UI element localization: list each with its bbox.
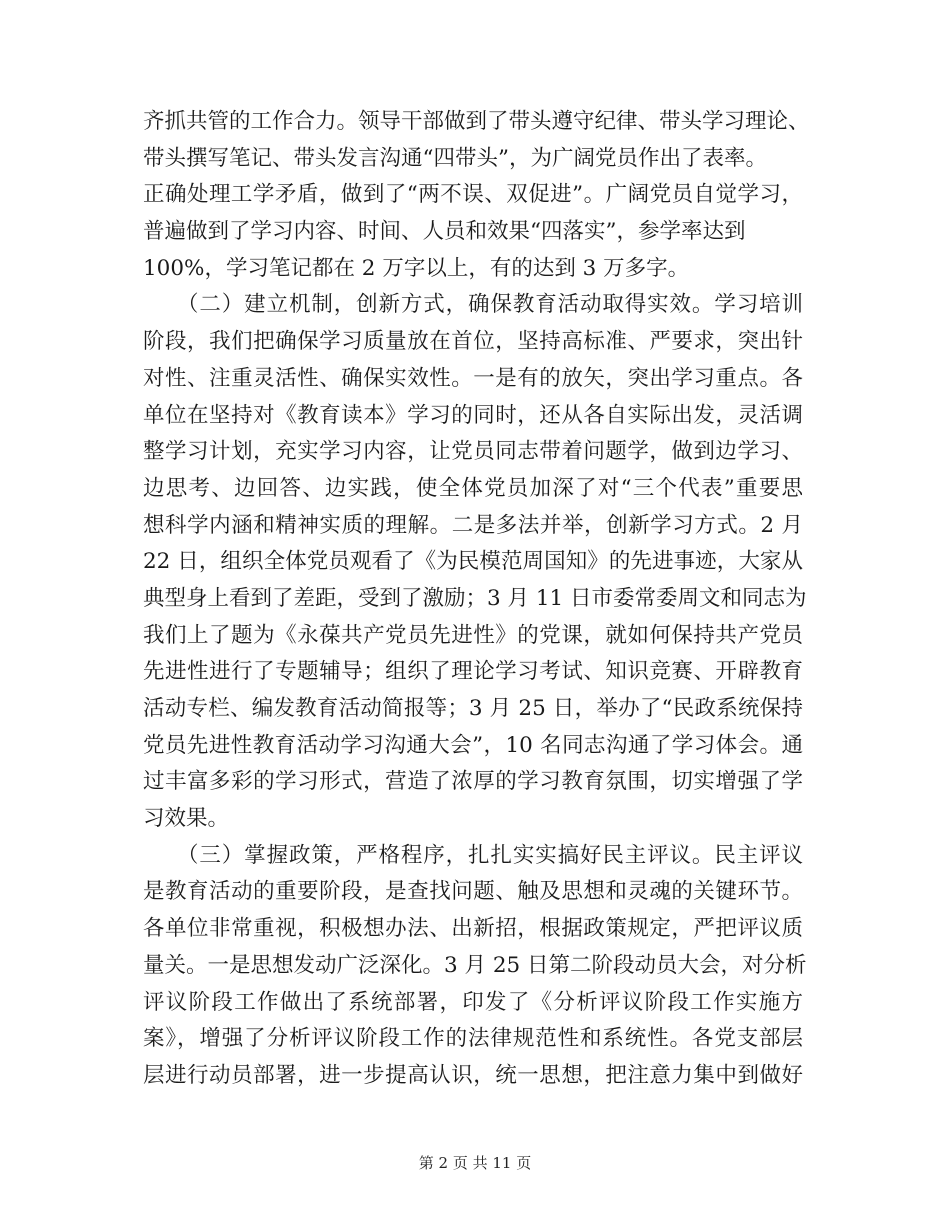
text-line: 量关。一是思想发动广泛深化。3 月 25 日第二阶段动员大会，对分析	[143, 952, 807, 978]
text-line: 层进行动员部署，进一步提高认识，统一思想，把注意力集中到做好	[143, 1062, 803, 1088]
text-line: （三）掌握政策，严格程序，扎扎实实搞好民主评议。民主评议	[143, 842, 803, 868]
text-line: 边思考、边回答、边实践，使全体党员加深了对“三个代表”重要思	[143, 475, 803, 501]
text-line: 典型身上看到了差距，受到了激励；3 月 11 日市委常委周文和同志为	[143, 585, 807, 611]
text-line: 各单位非常重视，积极想办法、出新招，根据政策规定，严把评议质	[143, 916, 803, 942]
text-line: 党员先进性教育活动学习沟通大会”，10 名同志沟通了学习体会。通	[143, 732, 803, 758]
text-line: 先进性进行了专题辅导；组织了理论学习考试、知识竞赛、开辟教育	[143, 659, 803, 685]
body-text	[143, 104, 810, 1095]
text-line: 22 日，组织全体党员观看了《为民模范周国知》的先进事迹，大家从	[143, 549, 803, 575]
text-line: 我们上了题为《永葆共产党员先进性》的党课，就如何保持共产党员	[143, 622, 803, 648]
text-line: 齐抓共管的工作合力。领导干部做到了带头遵守纪律、带头学习理论、	[143, 109, 810, 134]
page-number-footer: 第 2 页 共 11 页	[418, 1154, 532, 1172]
text-line: （二）建立机制，创新方式，确保教育活动取得实效。学习培训	[143, 292, 803, 318]
text-line: 单位在坚持对《教育读本》学习的同时，还从各自实际出发，灵活调	[143, 402, 803, 428]
text-line: 习效果。	[143, 806, 230, 832]
text-line: 评议阶段工作做出了系统部署，印发了《分析评议阶段工作实施方	[143, 989, 803, 1015]
text-line: 想科学内涵和精神实质的理解。二是多法并举，创新学习方式。2 月	[143, 512, 803, 538]
text-line: 正确处理工学矛盾，做到了“两不误、双促进”。广阔党员自觉学习，	[143, 182, 803, 208]
text-line: 整学习计划，充实学习内容，让党员同志带着问题学，做到边学习、	[143, 439, 803, 465]
text-line: 带头撰写笔记、带头发言沟通“四带头”，为广阔党员作出了表率。	[143, 145, 767, 171]
text-line: 100%，学习笔记都在 2 万字以上，有的达到 3 万多字。	[143, 255, 690, 281]
text-line: 案》，增强了分析评议阶段工作的法律规范性和系统性。各党支部层	[143, 1026, 803, 1052]
text-line: 过丰富多彩的学习形式，营造了浓厚的学习教育氛围，切实增强了学	[143, 769, 803, 795]
text-line: 活动专栏、编发教育活动简报等；3 月 25 日，举办了“民政系统保持	[143, 696, 803, 721]
text-line: 对性、注重灵活性、确保实效性。一是有的放矢，突出学习重点。各	[143, 365, 803, 391]
text-line: 是教育活动的重要阶段，是查找问题、触及思想和灵魂的关键环节。	[143, 879, 803, 905]
text-line: 阶段，我们把确保学习质量放在首位，坚持高标准、严要求，突出针	[143, 329, 803, 355]
text-line: 普遍做到了学习内容、时间、人员和效果“四落实”，参学率达到	[143, 219, 746, 245]
